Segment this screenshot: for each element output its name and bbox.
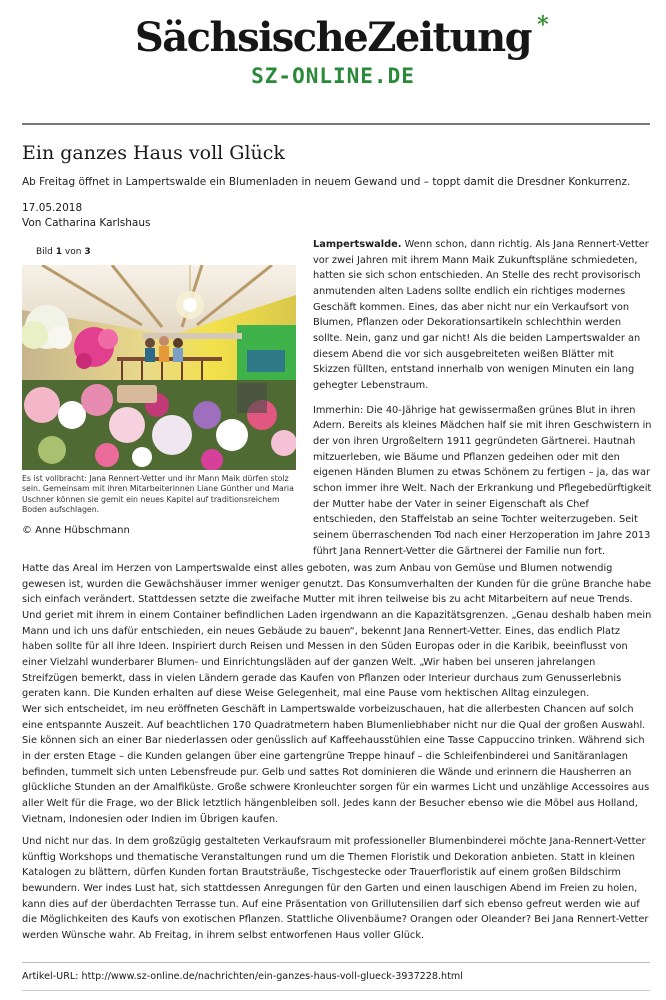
gallery-counter bbox=[36, 247, 91, 257]
gallery-sep: von bbox=[64, 247, 82, 257]
flower-shop-photo bbox=[22, 265, 296, 470]
dateline-place: Lampertswalde. bbox=[313, 239, 402, 250]
brand-logo[interactable] bbox=[134, 12, 548, 61]
paragraph-4: Wer sich entscheidet, im neu eröffneten Geschäft in Lampertswalde vorbeizuschauen, hat die allerbesten Chancen auf solch eine entspannte Auszeit. Auf beachtlichen 170 Quadratmetern haben Blumenliebhaber nicht nur die Qual der großen Auswahl. Sie können sich an einer Bar niederlassen oder genüsslich auf Kaffeehausstühlen eine Tasse Cappuccino trinken. Während sich in der ersten Etage – die Kunden gelangen über eine gartengrüne Treppe hinauf – die Schleifenbinderei und Sanitäranlagen befinden, tummelt sich unten Lebensfreude pur. Gelb und sattes Rot dominieren die Wände und erinnern die Hausherren an glückliche Stunden an der Amalfiküste. Große schwere Kronleuchter sorgen für ein warmes Licht und unzählige Accessoires aus aller Welt für die Frage, wo der Blick letztlich hängenbleiben soll. Jedes kann der Besucher ebenso wie die Möbel aus Holland, Vietnam, Indonesien oder Indien im Übrigen kaufen. bbox=[22, 704, 650, 825]
photo-caption: Es ist vollbracht: Jana Rennert-Vetter und ihr Mann Maik dürfen stolz sein. Gemeinsam mit ihren Mitarbeiterinnen Liane Günther und Maria Uschner können sie gemit ein neues Kapitel auf traditionsreichem Boden aufschlagen. bbox=[22, 474, 294, 514]
paragraph-1-text: Wenn schon, dann richtig. Als Jana Rennert-Vetter vor zwei Jahren mit ihrem Mann Maik Zukunftspläne schmiedeten, hatten sie sich schon entschieden. An Stelle des recht provisorisch anmutenden alten Ladens sollte endlich ein richtiges modernes Geschäft kommen. Eines, das aber nicht nur ein Verkaufsort von Blumen, Pflanzen oder Dekorationsartikeln schlechthin werden sollte. Nein, ganz und gar nicht! Als die beiden Lampertswalder an diesem Abend die vor sich ausgebreiteten weißen Blätter mit Skizzen füllten, entstand innerhalb von wenigen Minuten ein lang gehegter Lebenstraum. bbox=[313, 239, 649, 392]
header-divider bbox=[22, 123, 650, 125]
lead-text: Ab Freitag öffnet in Lampertswalde ein Blumenladen in neuem Gewand und – toppt damit die Dresdner Konkurrenz. bbox=[22, 176, 631, 188]
paragraph-1 bbox=[313, 237, 653, 394]
headline: Ein ganzes Haus voll Glück bbox=[22, 142, 285, 164]
brand-star-icon: * bbox=[537, 12, 548, 38]
article-url[interactable] bbox=[22, 971, 463, 982]
publish-date: 17.05.2018 bbox=[22, 202, 83, 214]
article-url-link[interactable]: http://www.sz-online.de/nachrichten/ein-ganzes-haus-voll-glueck-3937228.html bbox=[81, 971, 463, 982]
footer-divider bbox=[22, 962, 650, 963]
article-url-label: Artikel-URL: bbox=[22, 971, 79, 982]
footer-divider-bottom bbox=[22, 990, 650, 991]
gallery-prefix: Bild bbox=[36, 247, 53, 257]
site-name[interactable]: SZ-ONLINE.DE bbox=[251, 64, 415, 88]
gallery-current: 1 bbox=[55, 247, 63, 257]
paragraph-5: Und nicht nur das. In dem großzügig gestalteten Verkaufsraum mit professioneller Blumenbinderei möchte Jana-Rennert-Vetter künftig Workshops und thematische Veranstaltungen rund um die Themen Floristik und Dekoration anbieten. Statt in kleinen Katalogen zu blättern, dürfen Kunden fortan Brautsträuße, Tischgestecke oder Trauerfloristik auf einem großen Bildschirm bewundern. Wer indes Lust hat, sich stattdessen Anregungen für den Garten und einen lauschigen Abend im Freien zu holen, kann dies auf der überdachten Terrasse tun. Auf eine Präsentation von Grillutensilien darf sich ebenso gefreut werden wie auf die Möglichkeiten des Kaufs von exotischen Pflanzen. Stattliche Olivenbäume? Orangen oder Oleander? Bei Jana Rennert-Vetter werden Wünsche wahr. Ab Freitag, in ihrem selbst entworfenen Haus voller Glück. bbox=[22, 836, 649, 942]
brand-name: SächsischeZeitung bbox=[134, 14, 532, 61]
photo-credit: © Anne Hübschmann bbox=[22, 525, 130, 536]
article-photo[interactable] bbox=[22, 265, 296, 470]
author-byline: Von Catharina Karlshaus bbox=[22, 217, 151, 229]
gallery-total: 3 bbox=[84, 247, 91, 257]
paragraph-3: Hatte das Areal im Herzen von Lampertswalde einst alles geboten, was zum Anbau von Gemüse und Blumen notwendig gewesen ist, wurden die Gewächshäuser immer weniger genutzt. Das Konsumverhalten der Kunden für die grüne Branche habe sich einfach verändert. Stattdessen setzte die zweifache Mutter mit ihren teilweise bis zu acht Mitarbeitern auf neue Trends. Und geriet mit ihrem in einem Container befindlichen Laden irgendwann an die Kapazitätsgrenzen. „Genau deshalb haben mein Mann und ich uns dafür entschieden, ein neues Gebäude zu bauen“, bekennt Jana Rennert-Vetter. Eines, das endlich Platz haben sollte für all ihre Ideen. Inspiriert durch Reisen und Messen in den Süden Europas oder in die Karibik, beeinflusst von einer Vielzahl wunderbarer Blumen- und Einrichtungsläden auf der ganzen Welt. „Wir haben bei unseren jahrelangen Streifzügen bemerkt, dass in vielen Ländern gerade das Kaufen von Pflanzen oder Interieur durchaus zum Genusserlebnis geraten kann. Die Kunden erhalten auf diese Weise Gelegenheit, mal eine Pause vom hektischen Alltag einzulegen. bbox=[22, 563, 652, 700]
paragraph-2: Immerhin: Die 40-Jährige hat gewissermaßen grünes Blut in ihren Adern. Bereits als kleines Mädchen half sie mit ihren Geschwistern in der von ihren Urgroßeltern 1911 gegründeten Gärtnerei. Hautnah mitzuerleben, wie Bäume und Pflanzen gedeihen oder mit den eigenen Händen Blumen zu etwas Schönem zu fertigen – ja, das war schon immer ihre Welt. Nach der Erkrankung und Pflegebedürftigkeit der Mutter habe der Vater in seiner Eigenschaft als Chef entschieden, den Staffelstab an seine Tochter weiterzugeben. Seit seinem überraschenden Tod nach einer Herzoperation im Jahre 2013 führt Jana Rennert-Vetter die Gärtnerei der Familie nun fort. bbox=[313, 404, 652, 557]
masthead[interactable] bbox=[0, 12, 666, 88]
article-column-right bbox=[313, 237, 653, 568]
